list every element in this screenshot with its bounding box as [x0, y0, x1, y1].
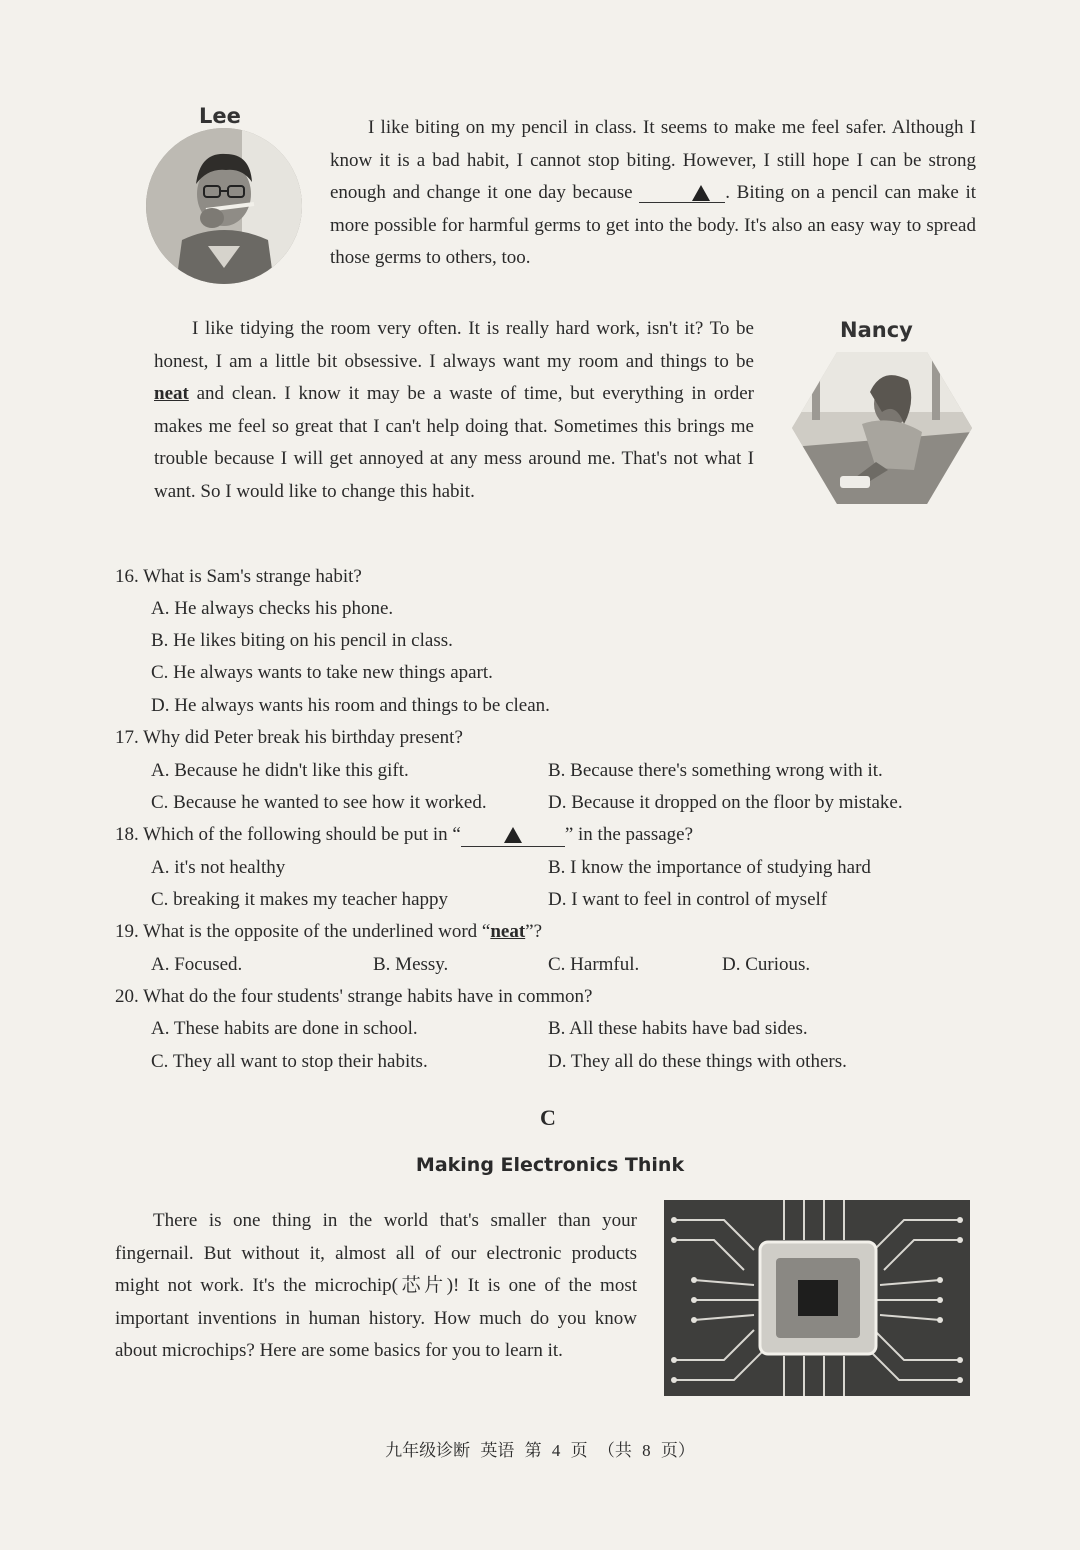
- lee-paragraph: [330, 112, 976, 275]
- q17-option-b[interactable]: B. Because there's something wrong with it.: [548, 760, 883, 781]
- q16-option-b[interactable]: B. He likes biting on his pencil in class.: [151, 630, 453, 651]
- nancy-name-label: Nancy: [840, 318, 913, 342]
- q16-option-c[interactable]: C. He always wants to take new things apart.: [151, 662, 493, 683]
- q17-option-a[interactable]: A. Because he didn't like this gift.: [151, 760, 409, 781]
- microchip-illustration: [664, 1200, 970, 1396]
- q18-option-b[interactable]: B. I know the importance of studying hard: [548, 857, 871, 878]
- q18-stem-text-1: 18. Which of the following should be put in “: [115, 824, 461, 845]
- triangle-icon: [692, 185, 710, 201]
- q20-option-a[interactable]: A. These habits are done in school.: [151, 1018, 418, 1039]
- q19-stem: [115, 921, 542, 943]
- nancy-photo-illustration: [792, 352, 972, 504]
- microchip-photo: [664, 1200, 970, 1396]
- page-footer: 九年级诊断 英语 第 4 页 （共 8 页）: [385, 1441, 695, 1460]
- q17-option-c[interactable]: C. Because he wanted to see how it worked.: [151, 792, 487, 813]
- q20-option-c[interactable]: C. They all want to stop their habits.: [151, 1051, 428, 1072]
- section-c-paragraph: [115, 1205, 637, 1368]
- q18-option-a[interactable]: A. it's not healthy: [151, 857, 286, 878]
- q19-option-b[interactable]: B. Messy.: [373, 954, 449, 975]
- lee-photo-illustration: [146, 128, 302, 284]
- q19-option-c[interactable]: C. Harmful.: [548, 954, 640, 975]
- q20-stem: 20. What do the four students' strange habits have in common?: [115, 986, 593, 1007]
- q19-option-a[interactable]: A. Focused.: [151, 954, 243, 975]
- nancy-paragraph: [154, 313, 754, 508]
- article-title: Making Electronics Think: [415, 1154, 685, 1176]
- q20-option-b[interactable]: B. All these habits have bad sides.: [548, 1018, 808, 1039]
- q18-stem: [115, 824, 693, 847]
- nancy-photo: [792, 352, 972, 504]
- q16-option-d[interactable]: D. He always wants his room and things to be clean.: [151, 695, 550, 716]
- q16-stem: 16. What is Sam's strange habit?: [115, 566, 362, 587]
- q18-blank: [461, 824, 565, 847]
- lee-name-label: Lee: [199, 104, 241, 128]
- lee-paragraph-text-2: . Biting on a pencil can make it more possible for harmful germs to get into the body. It's also an easy way to spread those germs to others, too.: [330, 182, 977, 268]
- answer-blank: [639, 180, 725, 203]
- q19-stem-text-2: ”?: [525, 921, 543, 942]
- section-c-paragraph-text: There is one thing in the world that's smaller than your fingernail. But without it, almost all of our electronic products might not work. It's the microchip(芯片)! It is one of the most important inventions in human history. How much do you know about microchips? Here are some basics for you to learn it.: [115, 1210, 637, 1361]
- triangle-icon: [504, 827, 522, 843]
- section-letter: C: [540, 1105, 556, 1130]
- lee-paragraph-text-1: I like biting on my pencil in class. It seems to make me feel safer. Although I know it is a bad habit, I cannot stop biting. However, I still hope I can be strong enough and change it one day because: [330, 117, 976, 203]
- q19-option-d[interactable]: D. Curious.: [722, 954, 811, 975]
- q17-stem: 17. Why did Peter break his birthday present?: [115, 727, 463, 748]
- q18-option-d[interactable]: D. I want to feel in control of myself: [548, 889, 828, 910]
- underlined-word-neat: neat: [154, 383, 189, 404]
- q18-option-c[interactable]: C. breaking it makes my teacher happy: [151, 889, 449, 910]
- q17-option-d[interactable]: D. Because it dropped on the floor by mistake.: [548, 792, 903, 813]
- q16-option-a[interactable]: A. He always checks his phone.: [151, 598, 394, 619]
- q18-stem-text-2: ” in the passage?: [564, 824, 694, 845]
- lee-photo: [146, 128, 302, 284]
- q19-underlined-word: neat: [490, 921, 526, 942]
- q20-option-d[interactable]: D. They all do these things with others.: [548, 1051, 847, 1072]
- nancy-paragraph-text-1: I like tidying the room very often. It is really hard work, isn't it? To be honest, I am a little bit obsessive. I always want my room and things to be: [154, 318, 754, 372]
- q19-stem-text-1: 19. What is the opposite of the underlined word “: [115, 921, 491, 942]
- nancy-paragraph-text-2: and clean. I know it may be a waste of time, but everything in order makes me feel so great that I can't help doing that. Sometimes this brings me trouble because I will get annoyed at any mess around me. That's not what I want. So I would like to change this habit.: [154, 383, 754, 502]
